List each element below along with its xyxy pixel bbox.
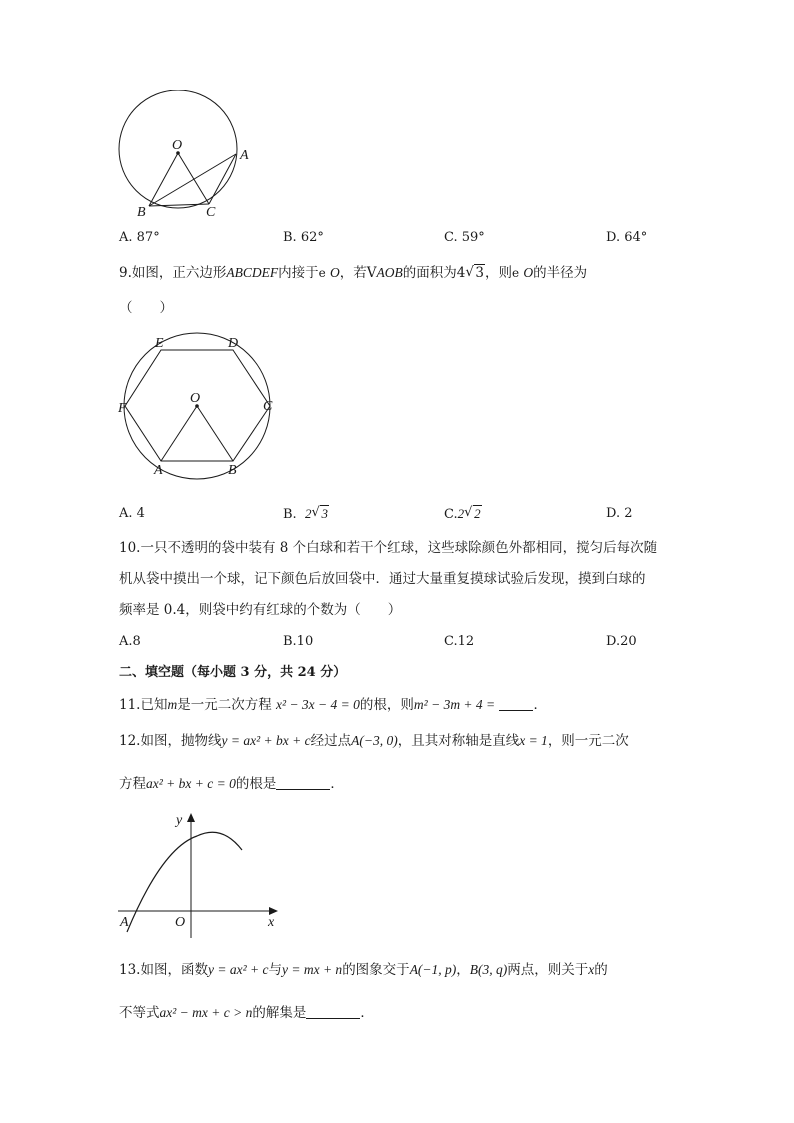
q8-segment-BA (149, 154, 236, 206)
q13-part-c: 的图象交于 (342, 962, 410, 978)
q10-option-a: A.8 (119, 634, 141, 649)
q12-y-axis-arrow (187, 813, 195, 822)
q13-point-A: A(−1, p) (409, 962, 457, 977)
q13-stem-line-1 (119, 960, 608, 980)
q13-stem-line-2 (119, 1003, 374, 1023)
q11-part-a: 11.已知 (119, 697, 168, 713)
q10-line-1: 10.一只不透明的袋中装有 8 个白球和若干个红球，这些球除颜色外都相同，搅匀后每次随 (119, 540, 658, 556)
q12-label-y: y (176, 813, 183, 828)
q9-option-a: A. 4 (119, 506, 145, 521)
q9-option-c-sqrt-sign: √ (464, 505, 473, 520)
q9-segment-OA (161, 406, 197, 461)
q12-stem-line-1 (119, 731, 629, 751)
q9-option-c-radicand: 2 (474, 506, 481, 521)
q9-circle-O: O (330, 265, 340, 280)
q9-hexagon-name: ABCDEF (226, 265, 279, 280)
q9-area-radicand: 3 (475, 265, 484, 281)
section-2-heading: 二、填空题（每小题 3 分，共 24 分） (119, 665, 347, 680)
q12-part-b: 经过点 (310, 733, 352, 749)
q9-segment-OB (197, 406, 233, 461)
q9-hexagon-figure (112, 330, 282, 480)
q12-part-f: 的根是 (235, 776, 277, 792)
q12-parabola-eq: y = ax² + bx + c (221, 733, 311, 748)
q8-option-d: D. 64° (606, 230, 648, 245)
q9-stem-a: 9.如图，正六边形 (119, 265, 227, 281)
q12-part-c: ，且其对称轴是直线 (397, 733, 520, 749)
q9-option-b-coef: 2 (304, 506, 312, 521)
q9-label-F: F (118, 401, 127, 416)
q9-label-A: A (154, 463, 163, 478)
q8-label-O: O (172, 138, 183, 153)
q11-answer-blank[interactable] (499, 696, 533, 711)
q9-triangle-symbol: V (366, 265, 377, 281)
q13-function-2: y = mx + n (281, 962, 343, 977)
q9-stem-e: ，则 (484, 265, 512, 281)
q12-label-A: A (120, 915, 129, 930)
q12-part-e: 方程 (119, 776, 146, 792)
q13-inequality: ax² − mx + c > n (159, 1005, 253, 1020)
q10-option-b: B.10 (283, 634, 314, 649)
q11-var-m: m (167, 697, 178, 712)
q11-expression: m² − 3m + 4 = (413, 697, 496, 712)
q10-option-c: C.12 (444, 634, 475, 649)
q9-circle-symbol-2: e (511, 266, 520, 280)
q9-label-C: C (263, 399, 273, 414)
q9-option-b-sqrt-sign: √ (311, 505, 320, 520)
q13-part-e: 两点，则关于 (507, 962, 589, 978)
q9-triangle-name: AOB (376, 265, 403, 280)
q13-part-b: 与 (268, 962, 282, 978)
q9-option-c-sqrt (464, 504, 482, 525)
q13-answer-blank[interactable] (306, 1004, 360, 1019)
q12-axis-eq: x = 1 (519, 733, 548, 748)
q9-option-c (444, 504, 482, 525)
q12-quadratic-eq: ax² + bx + c = 0 (146, 776, 236, 791)
q8-option-c: C. 59° (444, 230, 485, 245)
q8-label-C: C (206, 205, 216, 220)
q9-option-b (283, 504, 329, 525)
q13-part-d: ， (456, 962, 470, 978)
q8-segment-OC (178, 153, 209, 204)
q13-point-B: B(3, q) (469, 962, 508, 977)
q12-answer-blank[interactable] (276, 775, 330, 790)
q9-label-D: D (228, 336, 239, 351)
q13-var-x: x (588, 962, 595, 977)
q8-option-a: A. 87° (119, 230, 160, 245)
q9-stem (119, 263, 587, 283)
q9-area-sqrt (465, 263, 485, 283)
q8-label-B: B (137, 205, 146, 220)
q8-circle-figure (110, 90, 260, 230)
q12-part-a: 12.如图，抛物线 (119, 733, 222, 749)
q12-x-axis-arrow (269, 907, 278, 915)
q12-stem-line-2 (119, 774, 344, 794)
q12-label-O: O (175, 915, 186, 930)
q12-point-A: A(−3, 0) (351, 733, 398, 748)
q9-option-c-prefix: C. (444, 507, 458, 522)
q11-part-b: 是一元二次方程 (177, 697, 272, 713)
q9-stem-f: 的半径为 (533, 265, 588, 281)
q9-stem-b: 内接于 (278, 265, 319, 281)
q9-option-b-prefix: B. (283, 507, 297, 522)
q11-end: ． (533, 697, 547, 713)
q13-part-g: 不等式 (119, 1005, 160, 1021)
q13-end: ． (360, 1005, 374, 1021)
q9-answer-paren: （ ） (119, 300, 173, 316)
q8-option-b: B. 62° (283, 230, 324, 245)
q8-label-A: A (240, 148, 249, 163)
q12-part-d: ，则一元二次 (547, 733, 629, 749)
q11-equation: x² − 3x − 4 = 0 (276, 697, 360, 712)
q9-option-c-coef: 2 (457, 506, 465, 521)
q9-sqrt-sign: √ (465, 264, 474, 280)
q10-line-3: 频率是 0.4，则袋中约有红球的个数为（ ） (119, 602, 402, 618)
q9-option-b-radicand: 3 (321, 506, 328, 521)
q8-segment-OB (149, 153, 178, 206)
q11-part-c: 的根，则 (359, 697, 414, 713)
q10-option-d: D.20 (606, 634, 637, 649)
q11-stem (119, 695, 547, 715)
q12-label-x: x (268, 915, 275, 930)
q9-option-d: D. 2 (606, 506, 633, 521)
q13-part-h: 的解集是 (252, 1005, 307, 1021)
q13-function-1: y = ax² + c (207, 962, 269, 977)
q9-label-E: E (155, 336, 164, 351)
q9-area-coef: 4 (456, 265, 466, 281)
q12-end: ． (330, 776, 344, 792)
q9-stem-d: 的面积为 (402, 265, 457, 281)
q9-option-b-sqrt (311, 504, 329, 525)
q13-part-f: 的 (594, 962, 608, 978)
q9-stem-c: ，若 (339, 265, 367, 281)
q13-part-a: 13.如图，函数 (119, 962, 208, 978)
q9-circle-O-2: O (523, 265, 534, 280)
q10-line-2: 机从袋中摸出一个球，记下颜色后放回袋中．通过大量重复摸球试验后发现，摸到白球的 (119, 571, 646, 587)
q9-label-B: B (228, 463, 237, 478)
q9-circle-symbol: e (318, 266, 326, 280)
q9-label-O: O (190, 391, 201, 406)
q12-parabola-figure (112, 808, 292, 948)
